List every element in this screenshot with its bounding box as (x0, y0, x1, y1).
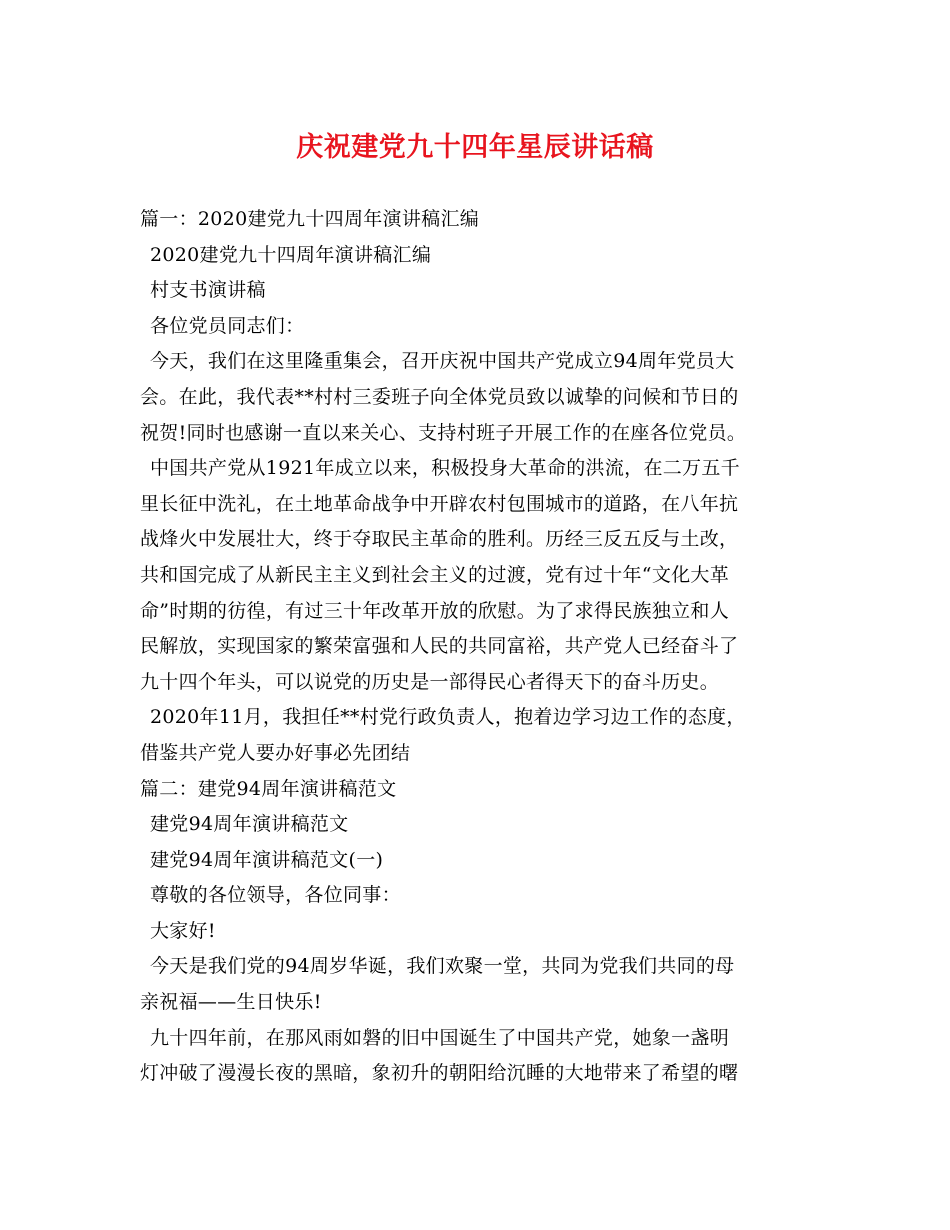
body-line: 民解放，实现国家的繁荣富强和人民的共同富裕，共产党人已经奋斗了 (140, 635, 739, 658)
body-line: 战烽火中发展壮大，终于夺取民主革命的胜利。历经三反五反与土改， (140, 528, 739, 551)
body-line: 建党94周年演讲稿范文(一) (150, 848, 384, 871)
body-line: 2020建党九十四周年演讲稿汇编 (150, 243, 432, 266)
body-line: 建党94周年演讲稿范文 (150, 813, 349, 836)
body-line: 共和国完成了从新民主主义到社会主义的过渡，党有过十年“文化大革 (140, 563, 730, 586)
body-line: 各位党员同志们： (150, 314, 305, 337)
body-line: 大家好! (150, 919, 216, 942)
body-line: 九十四年前，在那风雨如磐的旧中国诞生了中国共产党，她象一盏明 (150, 1026, 730, 1049)
body-line: 里长征中洗礼，在土地革命战争中开辟农村包围城市的道路，在八年抗 (140, 492, 739, 515)
body-line: 中国共产党从1921年成立以来，积极投身大革命的洪流，在二万五千 (150, 457, 740, 480)
body-line: 灯冲破了漫漫长夜的黑暗，象初升的朝阳给沉睡的大地带来了希望的曙 (140, 1062, 739, 1085)
document-title: 庆祝建党九十四年星辰讲话稿 (296, 132, 654, 163)
body-line: 九十四个年头，可以说党的历史是一部得民心者得天下的奋斗历史。 (140, 670, 720, 693)
body-line: 命”时期的彷徨，有过三十年改革开放的欣慰。为了求得民族独立和人 (140, 599, 730, 622)
body-line: 2020年11月，我担任**村党行政负责人，抱着边学习边工作的态度， (150, 706, 746, 729)
body-line: 村支书演讲稿 (150, 279, 266, 302)
body-line: 今天，我们在这里隆重集会，召开庆祝中国共产党成立94周年党员大 (150, 350, 735, 373)
body-line: 会。在此，我代表**村村三委班子向全体党员致以诚挚的问候和节日的 (140, 385, 739, 408)
body-line: 篇二：建党94周年演讲稿范文 (140, 777, 397, 800)
body-line: 亲祝福——生日快乐! (140, 991, 322, 1014)
body-line: 今天是我们党的94周岁华诞，我们欢聚一堂，共同为党我们共同的母 (150, 955, 735, 978)
body-line: 借鉴共产党人要办好事必先团结 (140, 741, 411, 764)
body-line: 篇一：2020建党九十四周年演讲稿汇编 (140, 208, 480, 230)
body-line: 祝贺!同时也感谢一直以来关心、支持村班子开展工作的在座各位党员。 (140, 421, 747, 444)
body-line: 尊敬的各位领导，各位同事： (150, 884, 401, 907)
document-body (140, 202, 830, 1092)
